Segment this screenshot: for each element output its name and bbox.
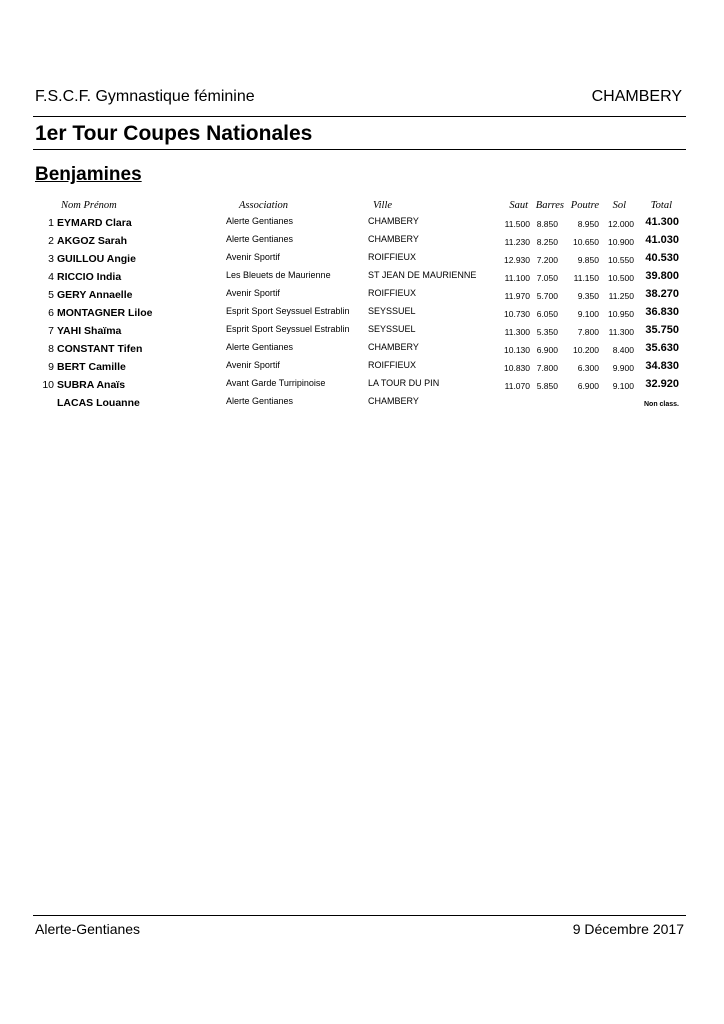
total-cell: 40.530	[645, 252, 679, 264]
rank-cell: 9	[48, 361, 54, 373]
saut-cell: 11.070	[504, 381, 530, 391]
name-cell: CONSTANT Tifen	[57, 343, 143, 355]
sol-cell: 10.550	[608, 255, 634, 265]
rank-cell: 8	[48, 343, 54, 355]
footer-divider	[33, 915, 686, 916]
poutre-cell: 10.200	[573, 345, 599, 355]
sol-cell: 11.300	[608, 327, 634, 337]
ville-cell: CHAMBERY	[368, 234, 419, 244]
rank-cell: 6	[48, 307, 54, 319]
rank-cell: 1	[48, 217, 54, 229]
sol-cell: 10.900	[608, 237, 634, 247]
name-cell: GUILLOU Angie	[57, 253, 136, 265]
association-cell: Avenir Sportif	[226, 288, 280, 298]
barres-cell: 6.900	[536, 345, 558, 355]
association-cell: Alerte Gentianes	[226, 234, 294, 244]
table-row	[0, 270, 724, 288]
poutre-cell: 11.150	[573, 273, 599, 283]
sol-cell: 12.000	[608, 219, 634, 229]
table-row	[0, 360, 724, 378]
association-cell: Esprit Sport Seyssuel Estrablin	[226, 306, 350, 316]
ville-cell: SEYSSUEL	[368, 306, 416, 316]
total-cell: 39.800	[645, 270, 679, 282]
total-cell: 34.830	[645, 360, 679, 372]
name-cell: BERT Camille	[57, 361, 126, 373]
sol-cell: 9.900	[612, 363, 634, 373]
barres-cell: 7.800	[536, 363, 558, 373]
saut-cell: 10.830	[504, 363, 530, 373]
association-cell: Alerte Gentianes	[226, 342, 294, 352]
name-cell: YAHI Shaïma	[57, 325, 122, 337]
barres-cell: 5.350	[536, 327, 558, 337]
poutre-cell: 9.350	[577, 291, 599, 301]
title-divider	[33, 149, 686, 150]
sol-cell: 10.950	[608, 309, 634, 319]
city-label: CHAMBERY	[591, 88, 682, 105]
barres-cell: 8.250	[536, 237, 558, 247]
table-row	[0, 396, 724, 414]
barres-cell: 7.200	[536, 255, 558, 265]
total-cell: 41.300	[645, 216, 679, 228]
col-ville-header: Ville	[373, 200, 393, 211]
category-heading: Benjamines	[35, 164, 142, 185]
total-cell: 35.630	[645, 342, 679, 354]
table-row	[0, 342, 724, 360]
poutre-cell: 9.850	[577, 255, 599, 265]
name-cell: AKGOZ Sarah	[57, 235, 128, 247]
col-saut-header: Saut	[509, 200, 528, 211]
poutre-cell: 9.100	[577, 309, 599, 319]
association-cell: Alerte Gentianes	[226, 396, 294, 406]
name-cell: GERY Annaelle	[57, 289, 133, 301]
table-row	[0, 306, 724, 324]
footer-date: 9 Décembre 2017	[572, 921, 684, 937]
ville-cell: ROIFFIEUX	[368, 252, 417, 262]
ville-cell: CHAMBERY	[368, 342, 419, 352]
barres-cell: 5.700	[536, 291, 558, 301]
ville-cell: SEYSSUEL	[368, 324, 416, 334]
total-cell: 41.030	[645, 234, 679, 246]
total-cell: 36.830	[645, 306, 679, 318]
table-row	[0, 288, 724, 306]
col-barres-header: Barres	[535, 200, 564, 211]
saut-cell: 12.930	[504, 255, 530, 265]
col-sol-header: Sol	[612, 200, 626, 211]
total-cell: 38.270	[645, 288, 679, 300]
name-cell: EYMARD Clara	[57, 217, 132, 229]
poutre-cell: 8.950	[577, 219, 599, 229]
rank-cell: 2	[48, 235, 54, 247]
poutre-cell: 7.800	[577, 327, 599, 337]
col-total-header: Total	[650, 200, 672, 211]
footer-club: Alerte-Gentianes	[35, 921, 141, 937]
header-divider	[33, 116, 686, 117]
non-classified-label: Non class.	[643, 401, 679, 408]
barres-cell: 6.050	[536, 309, 558, 319]
total-cell: 32.920	[645, 378, 679, 390]
poutre-cell: 6.300	[577, 363, 599, 373]
saut-cell: 11.300	[504, 327, 530, 337]
table-row	[0, 216, 724, 234]
association-cell: Avant Garde Turripinoise	[226, 378, 326, 388]
sol-cell: 9.100	[612, 381, 634, 391]
col-name-header: Nom Prénom	[61, 200, 117, 211]
ville-cell: CHAMBERY	[368, 396, 419, 406]
ville-cell: ST JEAN DE MAURIENNE	[368, 270, 477, 280]
saut-cell: 11.500	[504, 219, 530, 229]
rank-cell: 10	[42, 379, 54, 391]
barres-cell: 8.850	[536, 219, 558, 229]
saut-cell: 11.230	[504, 237, 530, 247]
association-cell: Esprit Sport Seyssuel Estrablin	[226, 324, 350, 334]
federation-label: F.S.C.F. Gymnastique féminine	[35, 88, 255, 105]
association-cell: Avenir Sportif	[226, 252, 280, 262]
rank-cell: 3	[48, 253, 54, 265]
rank-cell: 7	[48, 325, 54, 337]
sol-cell: 8.400	[612, 345, 634, 355]
poutre-cell: 6.900	[577, 381, 599, 391]
association-cell: Alerte Gentianes	[226, 216, 294, 226]
association-cell: Les Bleuets de Maurienne	[226, 270, 331, 280]
table-row	[0, 234, 724, 252]
ville-cell: ROIFFIEUX	[368, 288, 417, 298]
name-cell: SUBRA Anaïs	[57, 379, 126, 391]
table-row	[0, 252, 724, 270]
page-title: 1er Tour Coupes Nationales	[35, 122, 313, 145]
name-cell: MONTAGNER Liloe	[57, 307, 153, 319]
barres-cell: 5.850	[536, 381, 558, 391]
rank-cell: 5	[48, 289, 54, 301]
table-row	[0, 378, 724, 396]
association-cell: Avenir Sportif	[226, 360, 280, 370]
poutre-cell: 10.650	[573, 237, 599, 247]
sol-cell: 10.500	[608, 273, 634, 283]
saut-cell: 10.730	[504, 309, 530, 319]
col-poutre-header: Poutre	[570, 200, 599, 211]
name-cell: LACAS Louanne	[57, 397, 140, 409]
rank-cell: 4	[48, 271, 54, 283]
ville-cell: LA TOUR DU PIN	[368, 378, 440, 388]
total-cell: 35.750	[645, 324, 679, 336]
sol-cell: 11.250	[608, 291, 634, 301]
saut-cell: 10.130	[504, 345, 530, 355]
table-row	[0, 324, 724, 342]
ville-cell: CHAMBERY	[368, 216, 419, 226]
name-cell: RICCIO India	[57, 271, 122, 283]
col-association-header: Association	[239, 200, 288, 211]
saut-cell: 11.100	[504, 273, 530, 283]
barres-cell: 7.050	[536, 273, 558, 283]
saut-cell: 11.970	[504, 291, 530, 301]
ville-cell: ROIFFIEUX	[368, 360, 417, 370]
